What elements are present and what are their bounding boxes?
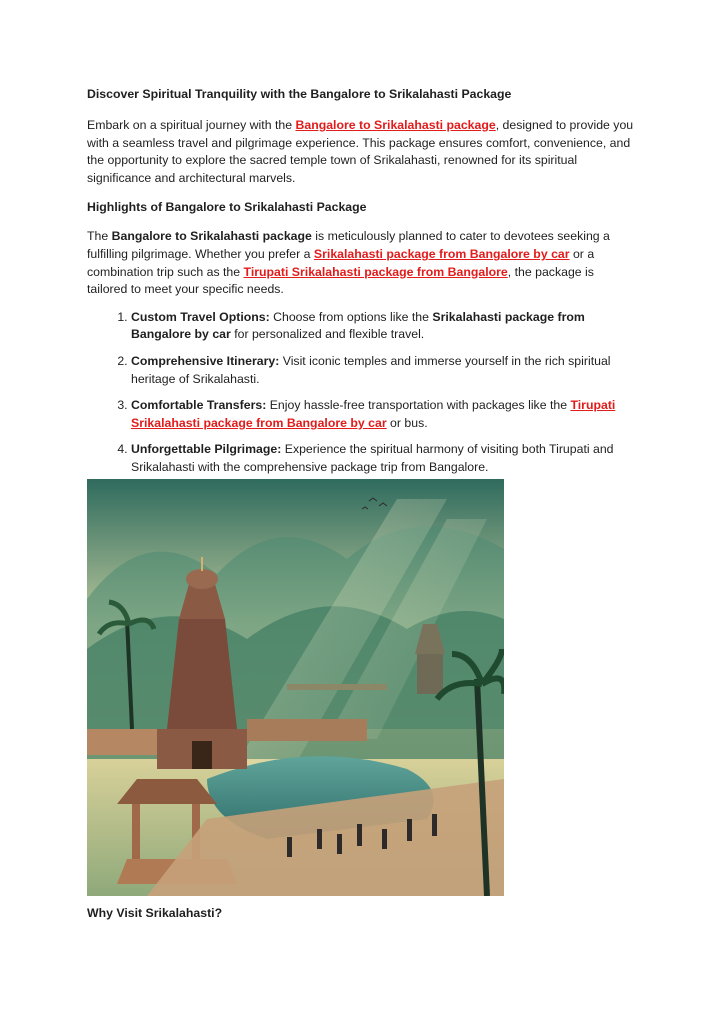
list-item bbox=[131, 309, 637, 344]
highlights-text-1: The bbox=[87, 229, 112, 244]
list-item-bold: Custom Travel Options: bbox=[131, 309, 270, 324]
temple-illustration bbox=[87, 479, 504, 896]
intro-text-after: , designed to provide you with a seamless travel and pilgrimage experience. This package ensures comfort, convenience, and the opportunity to explore the sacred temple town of Srikalahasti, renowned for its spiritual significance and architectural marvels. bbox=[87, 118, 634, 185]
intro-paragraph bbox=[87, 117, 637, 187]
highlights-paragraph bbox=[87, 228, 637, 298]
list-item bbox=[131, 397, 637, 432]
list-item-text: Visit iconic temples and immerse yourself in the rich spiritual heritage of Srikalahasti. bbox=[131, 353, 611, 386]
highlights-text-2: is meticulously planned to cater to devotees seeking a fulfilling pilgrimage. Whether you prefer a bbox=[87, 229, 610, 261]
list-item-link[interactable]: Tirupati Srikalahasti package from Bangalore by car bbox=[131, 398, 616, 430]
highlights-list bbox=[87, 309, 637, 477]
list-item-bold: Comprehensive Itinerary: bbox=[131, 353, 280, 368]
list-item-text-2: for personalized and flexible travel. bbox=[230, 327, 425, 342]
list-item-bold-2: Srikalahasti package from Bangalore by car bbox=[131, 309, 585, 342]
list-item-bold: Comfortable Transfers: bbox=[131, 398, 267, 413]
intro-text-before: Embark on a spiritual journey with the bbox=[87, 118, 296, 132]
highlights-text-4: , the package is tailored to meet your specific needs. bbox=[87, 264, 594, 297]
highlights-text-3: or a combination trip such as the bbox=[87, 246, 595, 279]
list-item-text: Enjoy hassle-free transportation with packages like the bbox=[266, 398, 571, 413]
list-item-bold: Unforgettable Pilgrimage: bbox=[131, 442, 282, 457]
list-item-text: Choose from options like the bbox=[269, 309, 433, 324]
highlights-link-2[interactable]: Tirupati Srikalahasti package from Bangalore bbox=[243, 264, 508, 279]
list-item bbox=[131, 441, 637, 476]
temple-illustration-svg bbox=[87, 479, 504, 896]
why-visit-heading: Why Visit Srikalahasti? bbox=[87, 906, 223, 920]
list-item-text: Experience the spiritual harmony of visiting both Tirupati and Srikalahasti with the comprehensive package trip from Bangalore. bbox=[131, 442, 614, 474]
highlights-heading: Highlights of Bangalore to Srikalahasti Package bbox=[87, 200, 367, 215]
list-item bbox=[131, 353, 637, 388]
list-item-text-2: or bus. bbox=[386, 415, 428, 430]
highlights-link-1[interactable]: Srikalahasti package from Bangalore by car bbox=[313, 246, 570, 261]
document-content bbox=[87, 86, 637, 486]
highlights-bold-1: Bangalore to Srikalahasti package bbox=[111, 229, 312, 244]
page-title: Discover Spiritual Tranquility with the Bangalore to Srikalahasti Package bbox=[87, 87, 512, 101]
intro-link[interactable]: Bangalore to Srikalahasti package bbox=[295, 118, 496, 132]
